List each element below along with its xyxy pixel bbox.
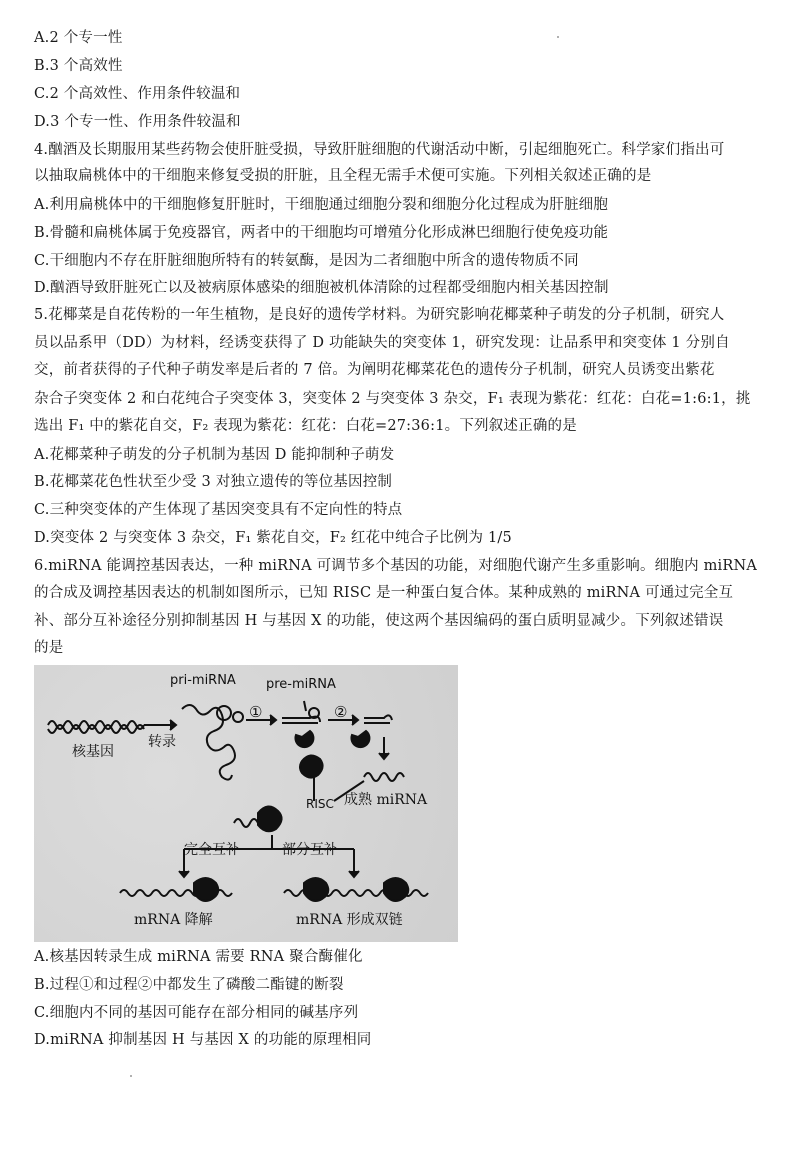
q6-option-c: C.细胞内不同的基因可能存在部分相同的碱基序列 [34,1005,359,1021]
q5-option-a: A.花椰菜种子萌发的分子机制为基因 D 能抑制种子萌发 [34,447,395,463]
label-risc: RISC [306,797,334,811]
q6-option-d: D.miRNA 抑制基因 H 与基因 X 的功能的原理相同 [34,1032,372,1048]
q5-option-b: B.花椰菜花色性状至少受 3 对独立遗传的等位基因控制 [34,474,393,490]
q6-stem-line-1: 6.miRNA 能调控基因表达，一种 miRNA 可调节多个基因的功能，对细胞代谢产生多重影响。细胞内 miRNA [34,558,758,574]
q5-stem-line-1: 5.花椰菜是自花传粉的一年生植物，是良好的遗传学材料。为研究影响花椰菜种子萌发的分子机制，研究人 [34,307,725,323]
mirna-mechanism-figure [34,665,458,942]
prev-option-b: B.3 个高效性 [34,58,123,74]
label-complete-pairing: 完全互补 [184,842,240,858]
label-nuclear-gene: 核基因 [72,744,114,760]
label-mrna-duplex: mRNA 形成双链 [296,912,403,928]
label-pri-mirna: pri-miRNA [170,673,236,688]
risc-complex-shape [300,755,323,777]
q4-stem-line-1: 4.酗酒及长期服用某些药物会使肝脏受损，导致肝脏细胞的代谢活动中断，引起细胞死亡。科学家们指出可 [34,142,725,158]
label-pre-mirna: pre-miRNA [266,677,336,692]
label-step2: ② [334,703,348,721]
enzyme-shape-2 [351,731,369,747]
q4-option-a: A.利用扁桃体中的干细胞修复肝脏时，干细胞通过细胞分裂和细胞分化过程成为肝脏细胞 [34,197,609,213]
q5-stem-line-5: 选出 F₁ 中的紫花自交，F₂ 表现为紫花：红花：白花=27:36:1。下列叙述正确的是 [34,418,577,434]
pri-mirna-shape [182,705,235,780]
prev-option-c: C.2 个高效性、作用条件较温和 [34,86,241,102]
enzyme-shape-1 [295,731,313,747]
q4-stem-line-2: 以抽取扁桃体中的干细胞来修复受损的肝脏，且全程无需手术便可实施。下列相关叙述正确的是 [34,168,652,184]
q5-stem-line-4: 杂合子突变体 2 和白花纯合子突变体 3，突变体 2 与突变体 3 杂交，F₁ 表现为紫花：红花：白花=1:6:1，挑 [34,391,751,407]
risc-mirna-complex [234,819,258,827]
q5-option-c: C.三种突变体的产生体现了基因突变具有不定向性的特点 [34,502,403,518]
q6-stem-line-3: 补、部分互补途径分别抑制基因 H 与基因 X 的功能，使这两个基因编码的蛋白质明显减少。下列叙述错误 [34,613,724,629]
q6-option-b: B.过程①和过程②中都发生了磷酸二酯键的断裂 [34,977,344,993]
label-transcription: 转录 [148,734,176,750]
label-partial-pairing: 部分互补 [282,842,338,858]
q4-option-c: C.干细胞内不存在肝脏细胞所特有的转氨酶，是因为二者细胞中所含的遗传物质不同 [34,253,579,269]
q5-stem-line-3: 交，前者获得的子代种子萌发率是后者的 7 倍。为阐明花椰菜花色的遗传分子机制，研究人员诱变出紫花 [34,362,715,378]
q6-stem-line-4: 的是 [34,640,64,656]
scan-speck [130,1075,132,1077]
q4-option-d: D.酗酒导致肝脏死亡以及被病原体感染的细胞被机体清除的过程都受细胞内相关基因控制 [34,280,609,296]
q5-stem-line-2: 员以品系甲（DD）为材料，经诱变获得了 D 功能缺失的突变体 1，研究发现：让品系甲和突变体 1 分别自 [34,335,730,351]
q4-option-b: B.骨髓和扁桃体属于免疫器官，两者中的干细胞均可增殖分化形成淋巴细胞行使免疫功能 [34,225,609,241]
prev-option-d: D.3 个专一性、作用条件较温和 [34,114,241,130]
label-mrna-degraded: mRNA 降解 [134,912,213,928]
prev-option-a: A.2 个专一性 [34,30,123,46]
label-step1: ① [249,703,263,721]
scan-speck [557,36,559,38]
q5-option-d: D.突变体 2 与突变体 3 杂交，F₁ 紫花自交，F₂ 红花中纯合子比例为 1/5 [34,530,512,546]
mature-mirna-shape [364,773,404,781]
label-mature-mirna: 成熟 miRNA [344,792,428,808]
q6-stem-line-2: 的合成及调控基因表达的机制如图所示，已知 RISC 是一种蛋白复合体。某种成熟的 miRNA 可通过完全互 [34,585,734,601]
q6-option-a: A.核基因转录生成 miRNA 需要 RNA 聚合酶催化 [34,949,363,965]
